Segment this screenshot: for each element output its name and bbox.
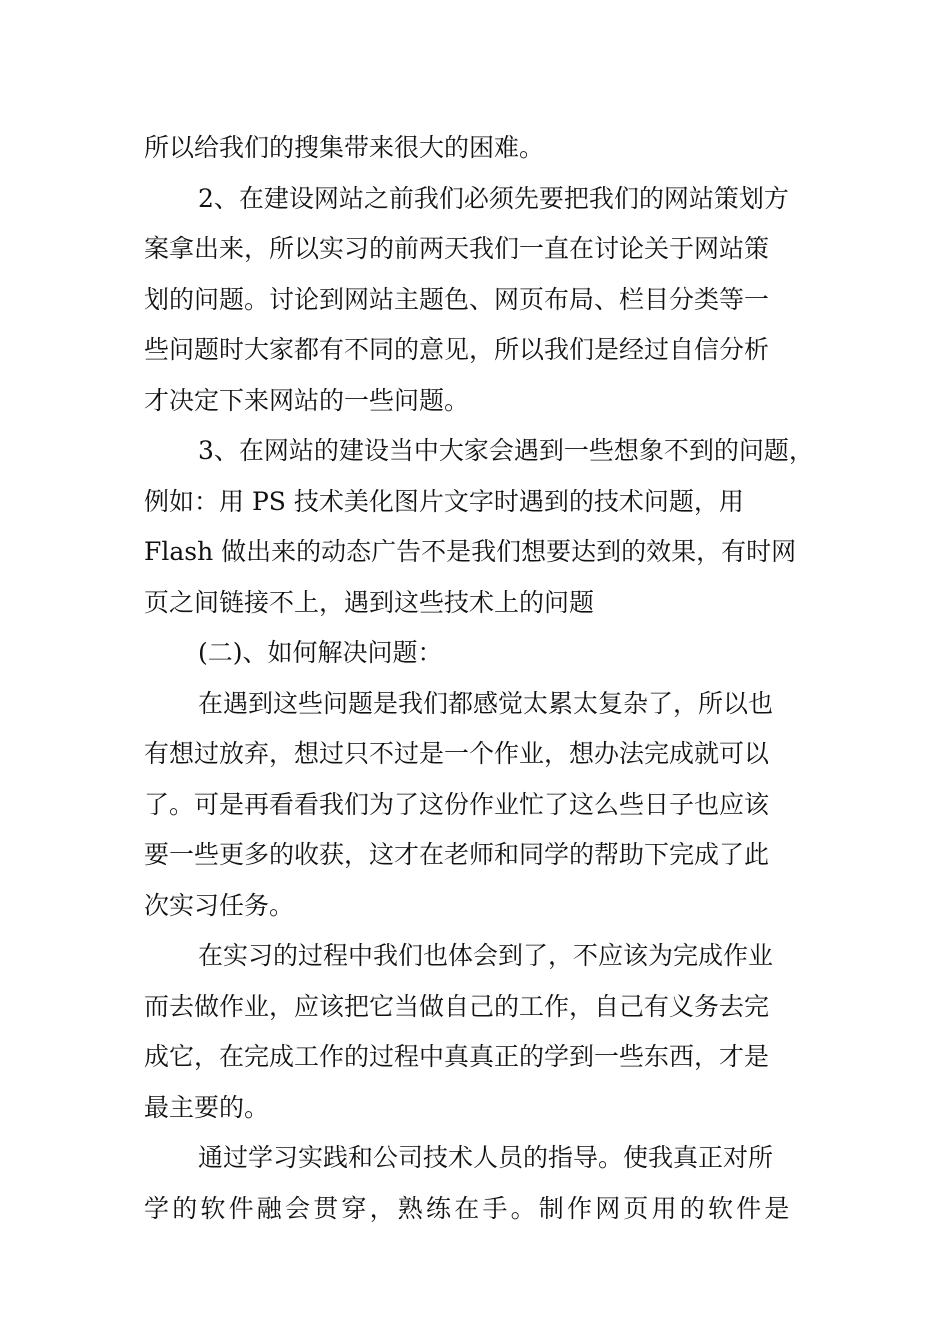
text-line: 些问题时大家都有不同的意见，所以我们是经过自信分析	[144, 335, 770, 364]
text-line: 3、在网站的建设当中大家会遇到一些想象不到的问题，	[198, 436, 814, 465]
text-line: 所以给我们的搜集带来很大的困难。	[144, 133, 545, 162]
text-line: 要一些更多的收获，这才在老师和同学的帮助下完成了此	[144, 840, 770, 869]
text-line: 才决定下来网站的一些问题。	[144, 385, 470, 415]
text-line: 划的问题。讨论到网站主题色、网页布局、栏目分类等一	[144, 284, 770, 314]
text-line: 最主要的。	[144, 1092, 270, 1122]
text-line: 2、在建设网站之前我们必须先要把我们的网站策划方	[198, 183, 789, 213]
text-line: Flash 做出来的动态广告不是我们想要达到的效果，有时网	[144, 537, 797, 566]
text-line: 有想过放弃，想过只不过是一个作业，想办法完成就可以	[144, 739, 770, 768]
body-text	[144, 123, 814, 1234]
text-line: 次实习任务。	[144, 890, 295, 920]
section-heading: (二)、如何解决问题：	[198, 638, 443, 667]
text-line: 学的软件融会贯穿，熟练在手。制作网页用的软件是	[144, 1193, 793, 1223]
text-line: 通过学习实践和公司技术人员的指导。使我真正对所	[198, 1143, 774, 1172]
text-line: 页之间链接不上，遇到这些技术上的问题	[144, 587, 595, 617]
text-line: 了。可是再看看我们为了这份作业忙了这么些日子也应该	[144, 789, 770, 819]
text-line: 成它，在完成工作的过程中真真正的学到一些东西，才是	[144, 1042, 770, 1071]
text-line: 在遇到这些问题是我们都感觉太累太复杂了，所以也	[198, 688, 774, 718]
text-line: 例如：用 PS 技术美化图片文字时遇到的技术问题，用	[144, 486, 744, 516]
text-line: 而去做作业，应该把它当做自己的工作，自己有义务去完	[144, 991, 770, 1021]
text-line: 案拿出来，所以实习的前两天我们一直在讨论关于网站策	[144, 234, 770, 263]
text-line: 在实习的过程中我们也体会到了，不应该为完成作业	[198, 941, 774, 970]
